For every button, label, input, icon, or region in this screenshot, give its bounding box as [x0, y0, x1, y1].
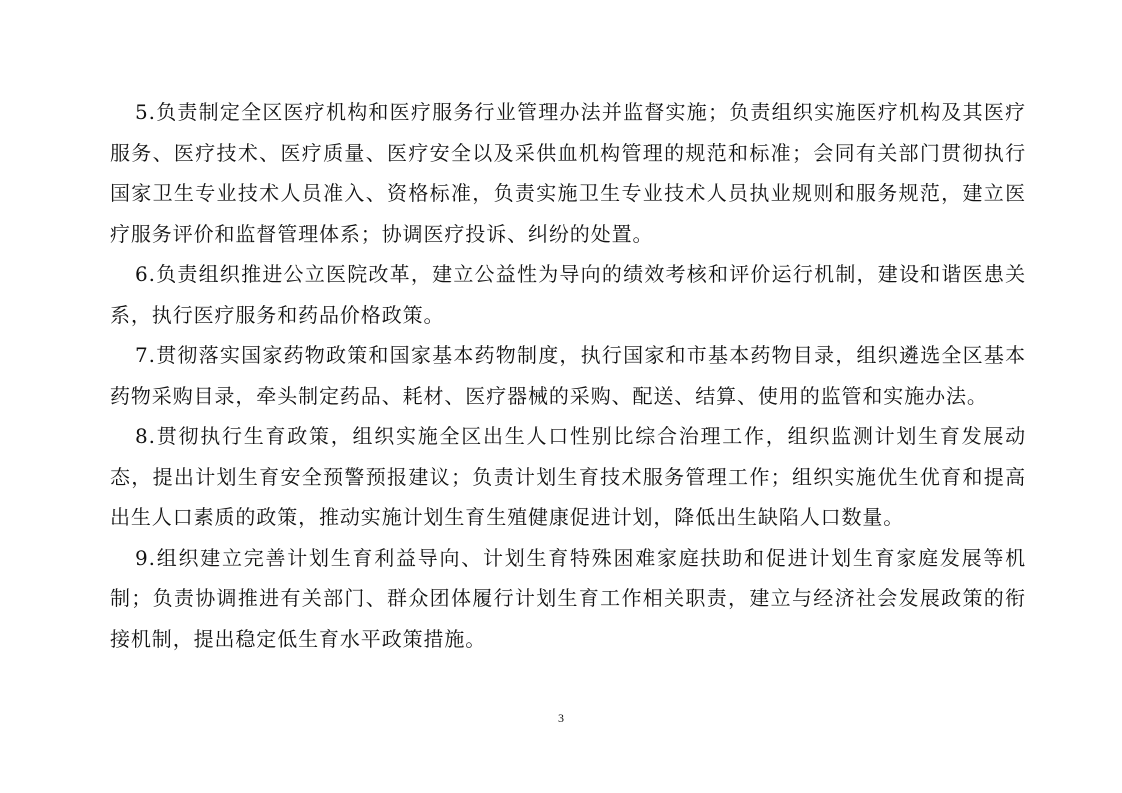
paragraph-item-6: 6.负责组织推进公立医院改革，建立公益性为导向的绩效考核和评价运行机制，建设和谐医患关系，执行医疗服务和药品价格政策。	[110, 262, 1026, 327]
paragraph-item-8: 8.贯彻执行生育政策，组织实施全区出生人口性别比综合治理工作，组织监测计划生育发展动态，提出计划生育安全预警预报建议；负责计划生育技术服务管理工作；组织实施优生优育和提高出生人口素质的政策，推动实施计划生育生殖健康促进计划，降低出生缺陷人口数量。	[110, 424, 1026, 529]
paragraph-item-5: 5.负责制定全区医疗机构和医疗服务行业管理办法并监督实施；负责组织实施医疗机构及其医疗服务、医疗技术、医疗质量、医疗安全以及采供血机构管理的规范和标准；会同有关部门贯彻执行国家卫生专业技术人员准入、资格标准，负责实施卫生专业技术人员执业规则和服务规范，建立医疗服务评价和监督管理体系；协调医疗投诉、纠纷的处置。	[110, 100, 1026, 246]
page-number: 3	[558, 711, 564, 725]
document-body	[110, 92, 1026, 659]
paragraph-item-9: 9.组织建立完善计划生育利益导向、计划生育特殊困难家庭扶助和促进计划生育家庭发展等机制；负责协调推进有关部门、群众团体履行计划生育工作相关职责，建立与经济社会发展政策的衔接机制，提出稳定低生育水平政策措施。	[110, 545, 1026, 651]
paragraph-item-7: 7.贯彻落实国家药物政策和国家基本药物制度，执行国家和市基本药物目录，组织遴选全区基本药物采购目录，牵头制定药品、耗材、医疗器械的采购、配送、结算、使用的监管和实施办法。	[110, 343, 1026, 408]
